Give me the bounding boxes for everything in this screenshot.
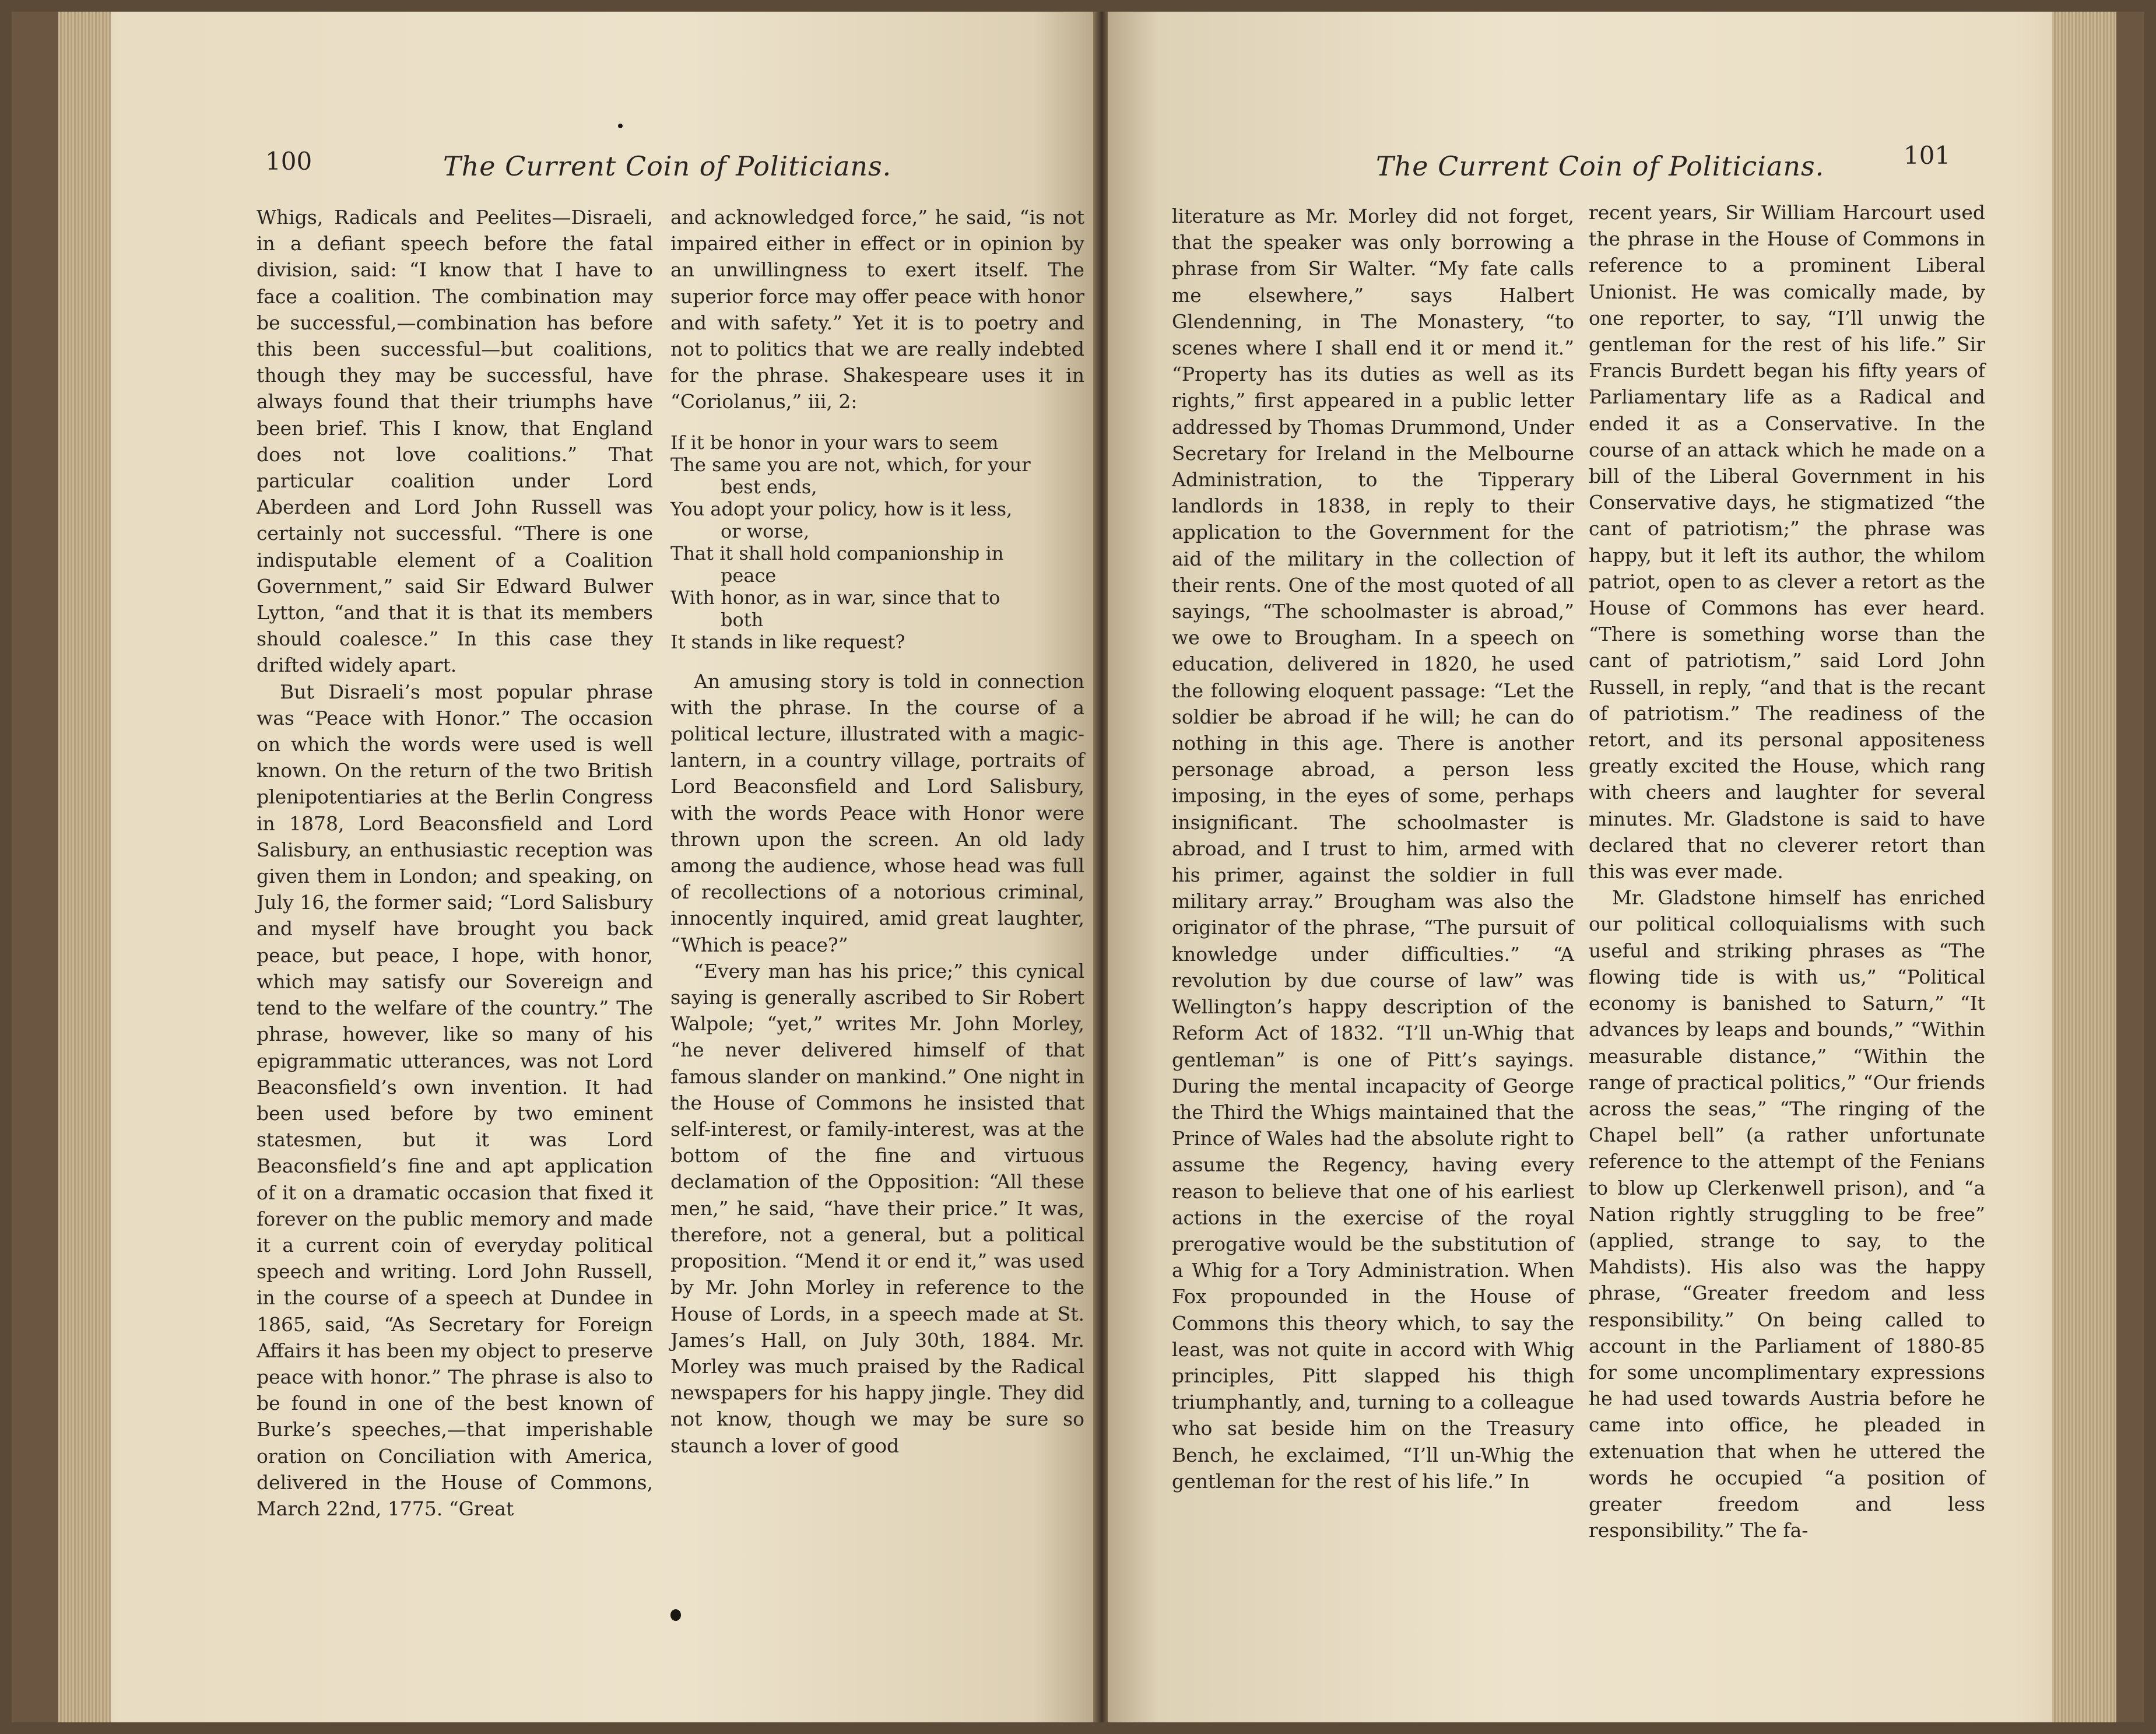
right-page — [1108, 12, 2116, 1722]
verse-line: You adopt your policy, how is it less, — [670, 497, 1013, 520]
running-head: The Current Coin of Politicians. — [443, 150, 892, 182]
paragraph: Whigs, Radicals and Peelites—Disraeli, in a defiant speech before the fatal division, said: “I know that I have to face a coalition. The combination may be successful,—combination has before this been successful—but coalitions, though they may be successful, have always found that their triumphs have been brief. This I know, that England does not love coalitions.” That particular coalition under Lord Aberdeen and Lord John Russell was certainly not successful. “There is one indisputable element of a Coalition Government,” said Sir Edward Bulwer Lytton, “and that it is that its members should coalesce.” In this case they drifted widely apart. — [257, 206, 653, 677]
verse-line-continuation: or worse, — [721, 520, 810, 542]
paragraph: recent years, Sir William Harcourt used the phrase in the House of Commons in reference to a prominent Liberal Unionist. He was comically made, by one reporter, to say, “I’ll unwig the gentleman for the rest of his life.” Sir Francis Burdett began his fifty years of Parliamentary life as a Radical and ended it as a Conservative. In the course of an attack which he made on a bill of the Liberal Government in his Conservative days, he stigmatized “the cant of patriotism;” the phrase was happy, but it left its author, the whilom patriot, open to as clever a retort as the House of Commons has ever heard. “There is something worse than the cant of patriotism,” said Lord John Russell, in reply, “and that is the recant of patriotism.” The readiness of the retort, and its personal appositeness greatly excited the House, which rang with cheers and laughter for several minutes. Mr. Gladstone is said to have declared that no cleverer retort than this was ever made. — [1589, 201, 1985, 883]
verse-line-continuation: best ends, — [721, 475, 817, 498]
paragraph: literature as Mr. Morley did not forget, that the speaker was only borrowing a phrase from Sir Walter. “My fate calls me elsewhere,” says Halbert Glendenning, in The Monastery, “to scenes where I shall end it or mend it.” “Property has its duties as well as its rights,” first appeared in a public letter addressed by Thomas Drummond, Under Secretary for Ireland in the Melbourne Administration, to the Tipperary landlords in 1838, in reply to their application to the Government for the aid of the military in the collection of their rents. One of the most quoted of all sayings, “The schoolmaster is abroad,” we owe to Brougham. In a speech on education, delivered in 1820, he used the following eloquent passage: “Let the soldier be abroad if he will; he can do nothing in this age. There is another personage abroad, a person less imposing, in the eyes of some, perhaps insignificant. The schoolmaster is abroad, and I trust to him, armed with his primer, against the soldier in full military array.” Brougham was also the originator of the phrase, “The pursuit of knowledge under difficulties.” “A revolution by due course of law” was Wellington’s happy description of the Reform Act of 1832. “I’ll un-Whig that gentleman” is one of Pitt’s sayings. During the mental incapacity of George the Third the Whigs maintained that the Prince of Wales had the absolute right to assume the Regency, having every reason to believe that one of his earliest actions in the exercise of the royal prerogative would be the substitution of a Whig for a Tory Administration. When Fox propounded in the House of Commons this theory which, to say the least, was not quite in accord with Whig principles, Pitt slapped his thigh triumphantly, and, turning to a colleague who sat beside him on the Treasury Bench, he exclaimed, “I’ll un-Whig the gentleman for the rest of his life.” In — [1172, 205, 1574, 1493]
running-head: The Current Coin of Politicians. — [1376, 150, 1825, 182]
verse-line-continuation: both — [721, 608, 764, 631]
verse-quotation — [670, 431, 1084, 653]
text-column-2 — [670, 204, 1084, 1459]
paragraph: “Every man has his price;” this cynical saying is generally ascribed to Sir Robert Walpole; “yet,” writes Mr. John Morley, “he never delivered himself of that famous slander on mankind.” One night in the House of Commons he insisted that self-interest, or family-interest, was at the bottom of the fine and virtuous declamation of the Opposition: “All these men,” he said, “have their price.” It was, therefore, not a general, but a political proposition. “Mend it or end it,” was used by Mr. John Morley in reference to the House of Lords, in a speech made at St. James’s Hall, on July 30th, 1884. Mr. Morley was much praised by the Radical newspapers for his happy jingle. They did not know, though we may be sure so staunch a lover of good — [670, 959, 1084, 1457]
paragraph: Mr. Gladstone himself has enriched our political colloquialisms with such useful and striking phrases as “The flowing tide is with us,” “Political economy is banished to Saturn,” “It advances by leaps and bounds,” “Within measurable distance,” “Within the range of practical politics,” “Our friends across the seas,” “The ringing of the Chapel bell” (a rather unfortunate reference to the attempt of the Fenians to blow up Clerkenwell prison), and “a Nation rightly struggling to be free” (applied, strange to say, to the Mahdists). His also was the happy phrase, “Greater freedom and less responsibility.” On being called to account in the Parliament of 1880-85 for some uncomplimentary expressions he had used towards Austria before he came into office, he pleaded in extenuation that when he uttered the words he occupied “a position of greater freedom and less responsibility.” The fa- — [1589, 886, 1985, 1542]
text-column-1 — [257, 204, 653, 1522]
verse-line: It stands in like request? — [670, 630, 905, 653]
open-book — [12, 12, 2144, 1722]
paragraph: and acknowledged force,” he said, “is not impaired either in effect or in opinion by an unwillingness to exert itself. The superior force may offer peace with honor and with safety.” Yet it is to poetry and not to politics that we are really indebted for the phrase. Shakespeare uses it in “Coriolanus,” iii, 2: — [670, 206, 1084, 413]
verse-line: The same you are not, which, for your — [670, 453, 1031, 476]
ink-speck — [618, 124, 623, 128]
text-column-1 — [1172, 203, 1574, 1494]
text-column-2 — [1589, 199, 1985, 1543]
verse-line: If it be honor in your wars to seem — [670, 431, 999, 454]
left-page — [58, 12, 1096, 1722]
page-number: 101 — [1904, 141, 1951, 170]
page-number: 100 — [265, 147, 312, 175]
verse-line-continuation: peace — [721, 564, 777, 587]
right-page-edge — [2052, 12, 2116, 1722]
ink-dot — [670, 1609, 681, 1621]
verse-line: That it shall hold companionship in — [670, 542, 1004, 564]
paragraph: An amusing story is told in connection with the phrase. In the course of a political lecture, illustrated with a magic-lantern, in a country village, portraits of Lord Beaconsfield and Lord Salisbury, with the words Peace with Honor were thrown upon the screen. An old lady among the audience, whose head was full of recollections of a notorious criminal, innocently inquired, amid great laughter, “Which is peace?” — [670, 669, 1084, 956]
left-page-edge — [58, 12, 111, 1722]
paragraph: But Disraeli’s most popular phrase was “Peace with Honor.” The occasion on which the words were used is well known. On the return of the two British plenipotentiaries at the Berlin Congress in 1878, Lord Beaconsfield and Lord Salisbury, an enthusiastic reception was given them in London; and speaking, on July 16, the former said; “Lord Salisbury and myself have brought you back peace, but peace, I hope, with honor, which may satisfy our Sovereign and tend to the welfare of the country.” The phrase, however, like so many of his epigrammatic utterances, was not Lord Beaconsfield’s own invention. It had been used before by two eminent statesmen, but it was Lord Beaconsfield’s fine and apt application of it on a dramatic occasion that fixed it forever on the public memory and made it a current coin of everyday political speech and writing. Lord John Russell, in the course of a speech at Dundee in 1865, said, “As Secretary for Foreign Affairs it has been my object to preserve peace with honor.” The phrase is also to be found in one of the best known of Burke’s speeches,—that imperishable oration on Conciliation with America, delivered in the House of Commons, March 22nd, 1775. “Great — [257, 680, 653, 1520]
verse-line: With honor, as in war, since that to — [670, 586, 1000, 609]
